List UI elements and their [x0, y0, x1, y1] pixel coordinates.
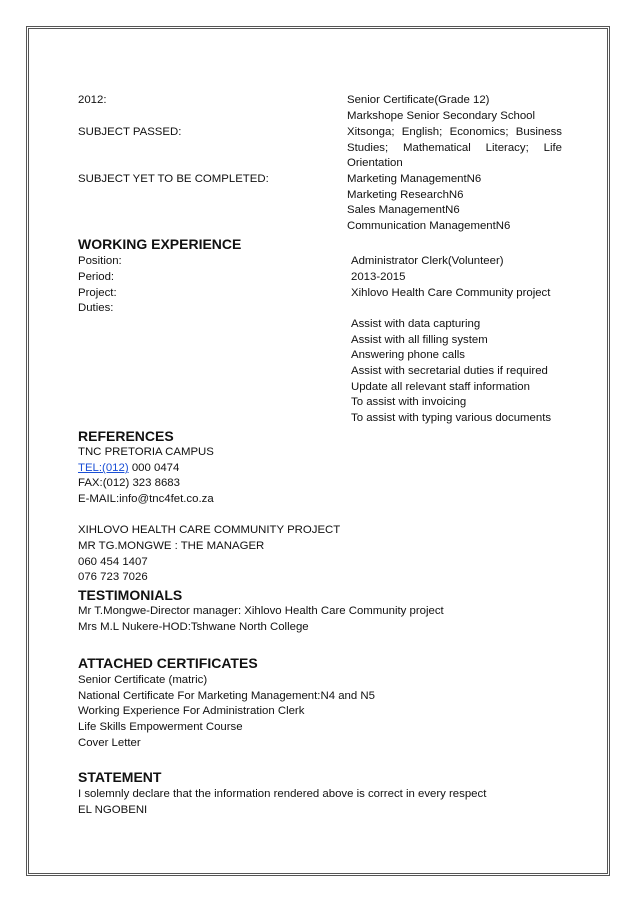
- tel-number: 000 0474: [128, 462, 180, 474]
- pending-subject: Marketing ManagementN6: [347, 173, 482, 185]
- position-label: Position:: [78, 255, 122, 267]
- duty-item: Assist with all filling system: [351, 334, 488, 346]
- duty-item: Assist with secretarial duties if required: [351, 365, 548, 377]
- position-value: Administrator Clerk(Volunteer): [351, 255, 504, 267]
- statement-heading: STATEMENT: [78, 769, 162, 785]
- reference-phone: 060 454 1407: [78, 556, 148, 568]
- reference-phone: 076 723 7026: [78, 571, 148, 583]
- subjects-passed-label: SUBJECT PASSED:: [78, 126, 182, 138]
- testimonial-item: Mr T.Mongwe-Director manager: Xihlovo Health Care Community project: [78, 605, 444, 617]
- subjects-pending-label: SUBJECT YET TO BE COMPLETED:: [78, 173, 269, 185]
- reference-fax: FAX:(012) 323 8683: [78, 477, 180, 489]
- reference-email: E-MAIL:info@tnc4fet.co.za: [78, 493, 214, 505]
- project-value: Xihlovo Health Care Community project: [351, 287, 551, 299]
- certificate-item: Working Experience For Administration Clerk: [78, 705, 305, 717]
- period-value: 2013-2015: [351, 271, 406, 283]
- duty-item: To assist with typing various documents: [351, 412, 552, 424]
- certificate-item: Senior Certificate (matric): [78, 674, 208, 686]
- certificate-value: Senior Certificate(Grade 12): [347, 94, 490, 106]
- testimonial-item: Mrs M.L Nukere-HOD:Tshwane North College: [78, 621, 309, 633]
- duty-item: To assist with invoicing: [351, 396, 467, 408]
- reference-tel: [78, 461, 179, 477]
- duty-item: Assist with data capturing: [351, 318, 481, 330]
- school-value: Markshope Senior Secondary School: [347, 110, 536, 122]
- duties-label: Duties:: [78, 302, 114, 314]
- certificate-item: Life Skills Empowerment Course: [78, 721, 243, 733]
- reference-name: TNC PRETORIA CAMPUS: [78, 446, 214, 458]
- references-heading: REFERENCES: [78, 428, 174, 444]
- reference-contact: MR TG.MONGWE : THE MANAGER: [78, 540, 265, 552]
- attached-certificates-heading: ATTACHED CERTIFICATES: [78, 655, 258, 671]
- duty-item: Update all relevant staff information: [351, 381, 530, 393]
- duty-item: Answering phone calls: [351, 349, 465, 361]
- tel-link[interactable]: TEL:(012): [78, 462, 129, 474]
- reference-name: XIHLOVO HEALTH CARE COMMUNITY PROJECT: [78, 524, 341, 536]
- year-label: 2012:: [78, 94, 107, 106]
- statement-text: I solemnly declare that the information rendered above is correct in every respect: [78, 788, 487, 800]
- certificate-item: National Certificate For Marketing Management:N4 and N5: [78, 690, 375, 702]
- working-experience-heading: WORKING EXPERIENCE: [78, 236, 242, 252]
- testimonials-heading: TESTIMONIALS: [78, 587, 183, 603]
- signatory-name: EL NGOBENI: [78, 804, 148, 816]
- pending-subject: Sales ManagementN6: [347, 204, 460, 216]
- subjects-passed-value: Xitsonga; English; Economics; Business Studies; Mathematical Literacy; Life Orientation: [347, 126, 562, 170]
- project-label: Project:: [78, 287, 117, 299]
- pending-subject: Marketing ResearchN6: [347, 189, 464, 201]
- pending-subject: Communication ManagementN6: [347, 220, 511, 232]
- period-label: Period:: [78, 271, 115, 283]
- certificate-item: Cover Letter: [78, 737, 141, 749]
